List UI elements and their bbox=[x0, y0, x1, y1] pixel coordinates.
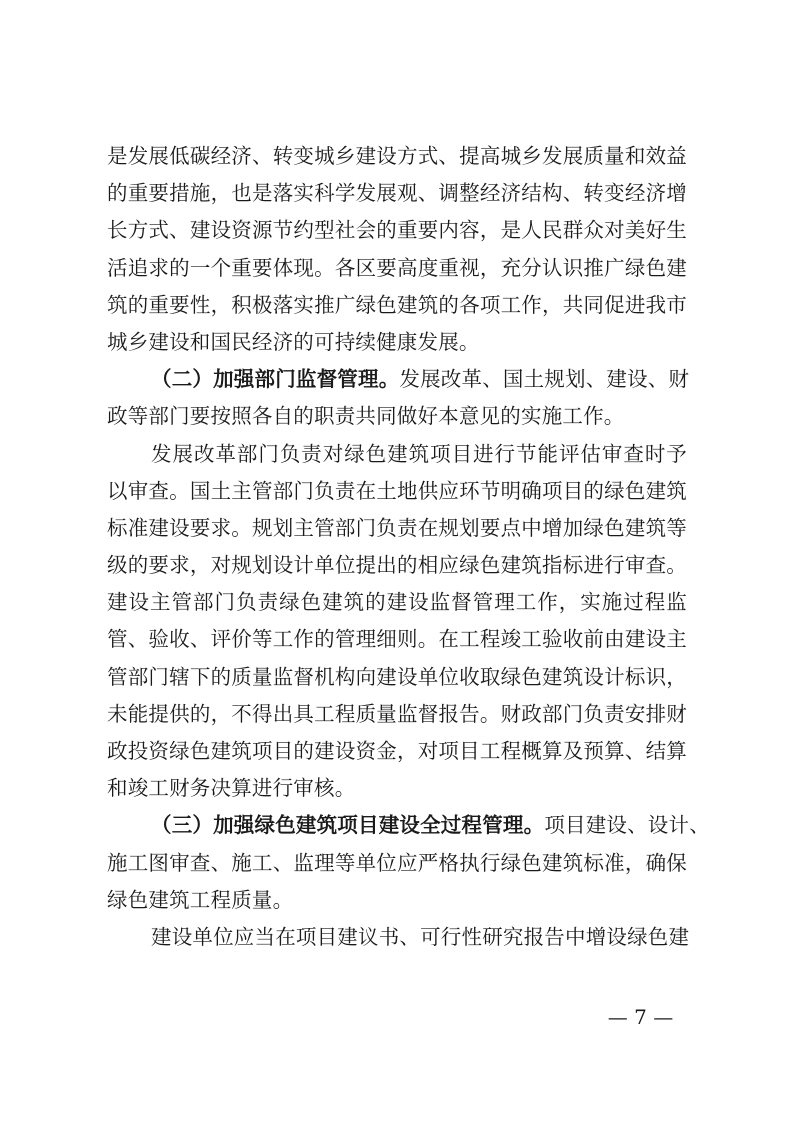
paragraph-1-line-2: 的重要措施，也是落实科学发展观、调整经济结构、转变经济增 bbox=[107, 181, 687, 206]
page-number-text: — 7 — bbox=[607, 1005, 674, 1029]
paragraph-1-line-6: 城乡建设和国民经济的可持续健康发展。 bbox=[107, 329, 480, 354]
section-heading-3-text: 项目建设、设计、 bbox=[544, 813, 710, 838]
paragraph-3-line-8: 未能提供的，不得出具工程质量监督报告。财政部门负责安排财 bbox=[107, 701, 687, 726]
paragraph-2-line-1 bbox=[107, 361, 690, 398]
paragraph-3-line-10: 和竣工财务决算进行审核。 bbox=[107, 776, 356, 801]
paragraph-3-line-6: 管、验收、评价等工作的管理细则。在工程竣工验收前由建设主 bbox=[107, 627, 687, 652]
paragraph-3-line-9: 政投资绿色建筑项目的建设资金，对项目工程概算及预算、结算 bbox=[107, 739, 687, 763]
paragraph-1-line-1: 是发展低碳经济、转变城乡建设方式、提高城乡发展质量和效益 bbox=[107, 144, 687, 168]
paragraph-4-line-3: 绿色建筑工程质量。 bbox=[107, 887, 294, 912]
paragraph-3-line-5: 建设主管部门负责绿色建筑的建设监督管理工作，实施过程监 bbox=[107, 590, 687, 615]
paragraph-5-line-1: 建设单位应当在项目建议书、可行性研究报告中增设绿色建 bbox=[151, 924, 690, 949]
paragraph-1-line-4: 活追求的一个重要体现。各区要高度重视，充分认识推广绿色建 bbox=[107, 255, 687, 280]
section-heading-2-text: 发展改革、国土规划、建设、财 bbox=[399, 367, 690, 392]
paragraph-2-line-2: 政等部门要按照各自的职责共同做好本意见的实施工作。 bbox=[107, 404, 625, 429]
paragraph-3-line-2: 以审查。国土主管部门负责在土地供应环节明确项目的绿色建筑 bbox=[107, 478, 687, 503]
paragraph-3-line-1: 发展改革部门负责对绿色建筑项目进行节能评估审查时予 bbox=[151, 441, 687, 466]
paragraph-3-line-3: 标准建设要求。规划主管部门负责在规划要点中增加绿色建筑等 bbox=[107, 515, 687, 540]
paragraph-4-line-2: 施工图审查、施工、监理等单位应严格执行绿色建筑标准，确保 bbox=[107, 850, 687, 875]
paragraph-3-line-7: 管部门辖下的质量监督机构向建设单位收取绿色建筑设计标识， bbox=[107, 664, 687, 689]
paragraph-4-line-1 bbox=[107, 807, 710, 844]
page-number bbox=[0, 1005, 793, 1029]
section-heading-2: （二）加强部门监督管理。 bbox=[151, 367, 400, 392]
paragraph-3-line-4: 级的要求，对规划设计单位提出的相应绿色建筑指标进行审查。 bbox=[107, 553, 687, 578]
paragraph-1-line-5: 筑的重要性，积极落实推广绿色建筑的各项工作，共同促进我市 bbox=[107, 292, 687, 317]
paragraph-1-line-3: 长方式、建设资源节约型社会的重要内容，是人民群众对美好生 bbox=[107, 218, 687, 243]
document-body bbox=[107, 138, 710, 956]
section-heading-3: （三）加强绿色建筑项目建设全过程管理。 bbox=[151, 813, 545, 838]
